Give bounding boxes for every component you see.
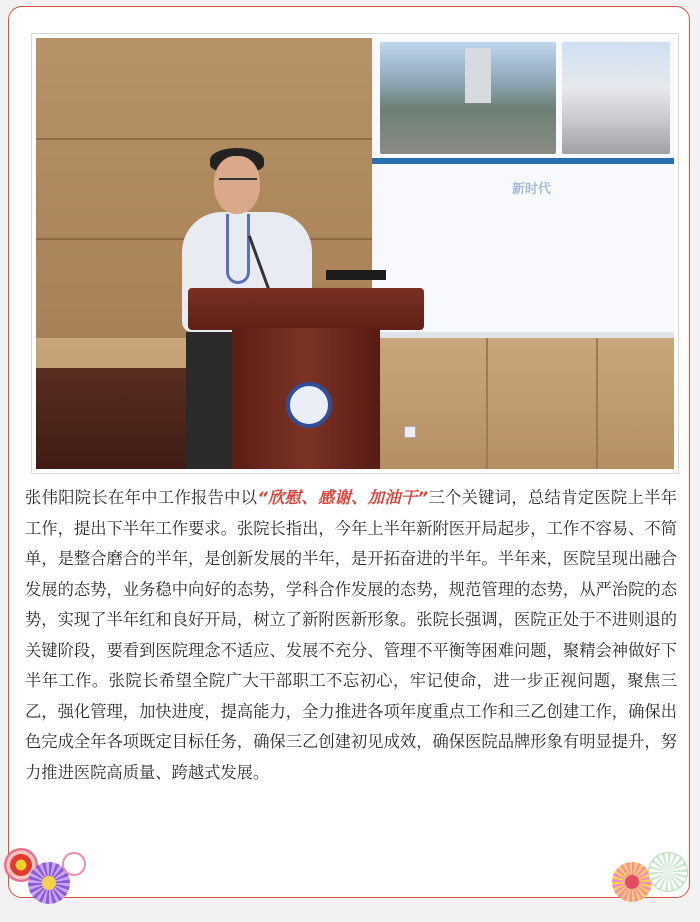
flower-icon <box>62 852 86 876</box>
glasses-icon <box>219 178 257 188</box>
hospital-logo <box>286 382 332 428</box>
speaker-photo <box>36 38 674 469</box>
screen-city-image <box>380 42 556 154</box>
screen-caption: 新时代 <box>512 182 552 197</box>
lanyard <box>226 214 250 284</box>
article-intro: 张伟阳院长在年中工作报告中以 <box>25 488 258 507</box>
screen-hospital-image <box>562 42 670 154</box>
article-card <box>8 6 690 898</box>
podium <box>188 288 424 330</box>
article-paragraph <box>25 483 677 788</box>
laptop <box>326 270 386 280</box>
article-keywords: “欣慰、感谢、加油干” <box>257 488 429 507</box>
flower-icon <box>648 852 688 892</box>
photo-frame <box>31 33 679 474</box>
flower-icon <box>612 862 652 902</box>
article-body: 三个关键词，总结肯定医院上半年工作，提出下半年工作要求。张院长指出，今年上半年新附医开局起步，工作不容易、不简单，是整合磨合的半年，是创新发展的半年，是开拓奋进的半年。半年来，医院呈现出融合发展的态势，业务稳中向好的态势，学科合作发展的态势，规范管理的态势，从严治院的态势，实现了半年红和良好开局，树立了新附医新形象。张院长强调，医院正处于不进则退的关键阶段，要看到医院理念不适应、发展不充分、管理不平衡等困难问题，聚精会神做好下半年工作。张院长希望全院广大干部职工不忘初心，牢记使命，进一步正视问题，聚焦三乙，强化管理，加快进度，提高能力，全力推进各项年度重点工作和三乙创建工作，确保出色完成全年各项既定目标任务，确保三乙创建初见成效，确保医院品牌形象有明显提升，努力推进医院高质量、跨越式发展。 <box>25 488 677 782</box>
